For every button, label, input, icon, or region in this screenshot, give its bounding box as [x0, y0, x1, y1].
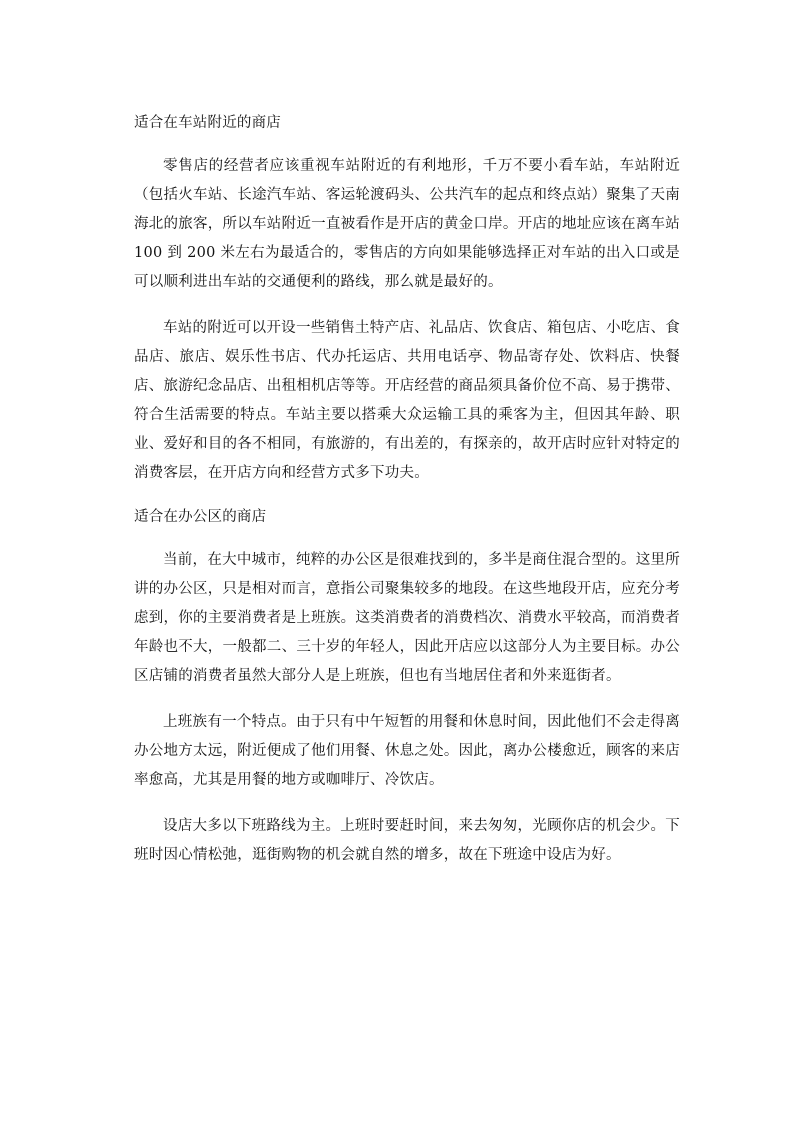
section-heading-station: 适合在车站附近的商店: [134, 115, 281, 131]
paragraph-office-area: 当前，在大中城市，纯粹的办公区是很难找到的，多半是商住混合型的。这里所讲的办公区，只是相对而言，意指公司聚集较多的地段。在这些地段开店，应充分考虑到，你的主要消费者是上班族。这类消费者的消费档次、消费水平较高，而消费者年龄也不大，一般都二、三十岁的年轻人，因此开店应以这部分人为主要目标。办公区店铺的消费者虽然大部分人是上班族，但也有当地居住者和外来逛街者。: [134, 552, 680, 684]
paragraph-station-location: 零售店的经营者应该重视车站附近的有利地形，千万不要小看车站，车站附近（包括火车站、长途汽车站、客运轮渡码头、公共汽车的起点和终点站）聚集了天南海北的旅客，所以车站附近一直被看作是开店的黄金口岸。开店的地址应该在离车站 100 到 200 米左右为最适合的，零售店的方向如果能够选择正对车站的出入口或是可以顺利进出车站的交通便利的路线，那么就是最好的。: [134, 158, 680, 290]
paragraph-office-workers: 上班族有一个特点。由于只有中午短暂的用餐和休息时间，因此他们不会走得离办公地方太远，附近便成了他们用餐、休息之处。因此，离办公楼愈近，顾客的来店率愈高，尤其是用餐的地方或咖啡厅、冷饮店。: [134, 714, 680, 788]
section-heading-office: 适合在办公区的商店: [134, 509, 267, 525]
document-page: [134, 112, 680, 870]
paragraph-station-shops: 车站的附近可以开设一些销售土特产店、礼品店、饮食店、箱包店、小吃店、食品店、旅店、娱乐性书店、代办托运店、共用电话亭、物品寄存处、饮料店、快餐店、旅游纪念品店、出租相机店等等。开店经营的商品须具备价位不高、易于携带、符合生活需要的特点。车站主要以搭乘大众运输工具的乘客为主，但因其年龄、职业、爱好和目的各不相同，有旅游的，有出差的，有探亲的，故开店时应针对特定的消费客层，在开店方向和经营方式多下功夫。: [134, 320, 680, 481]
paragraph-office-route: 设店大多以下班路线为主。上班时要赶时间，来去匆匆，光顾你店的机会少。下班时因心情松弛，逛街购物的机会就自然的增多，故在下班途中设店为好。: [134, 818, 680, 863]
